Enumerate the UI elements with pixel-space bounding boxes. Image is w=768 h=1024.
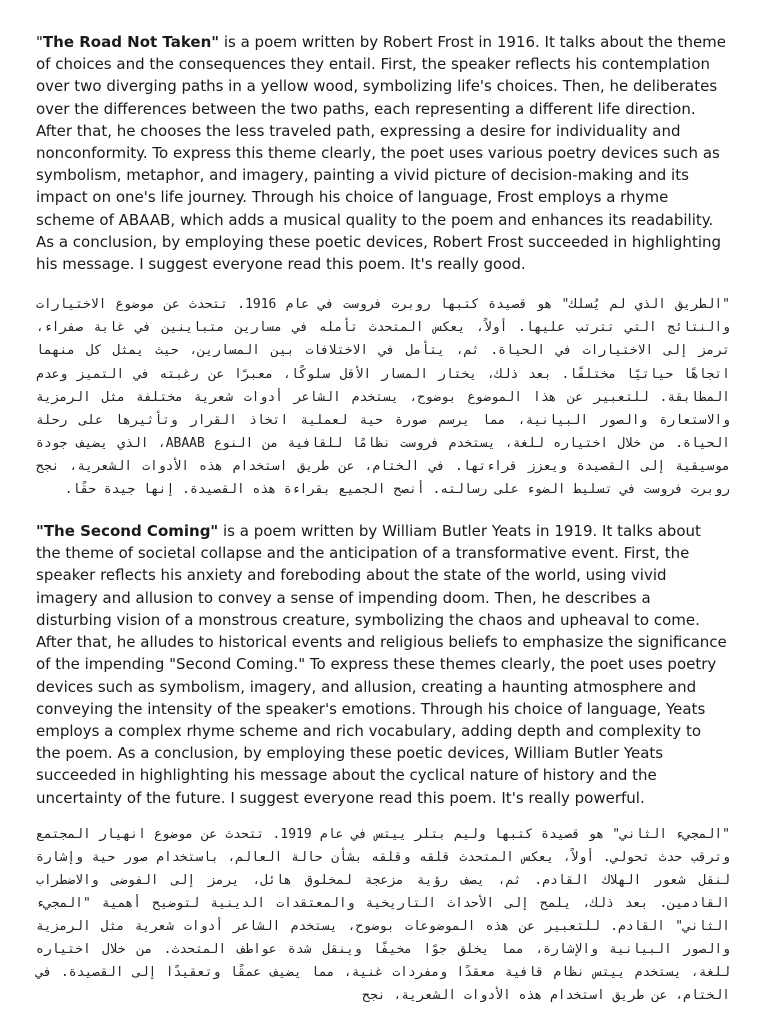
poem1-arabic-paragraph: "الطريق الذي لم يُسلك" هو قصيدة كتبها روبرت فروست في عام 1916. تتحدث عن موضوع الاختيارات والنتائج التي تترتب عليها. أولاً، يعكس المتحدث تأمله في مسارين متباينين في غابة صفراء، ترمز إلى الاختيارات في الحياة. ثم، يتأمل في الاختلافات بين المسارين، حيث يمثل كل منهما اتجاهًا حياتيًا مختلفًا. بعد ذلك، يختار المسار الأقل سلوكًا، معبرًا عن رغبته في التميز وعدم المطابقة. للتعبير عن هذا الموضوع بوضوح، يستخدم الشاعر أدوات شعرية مختلفة مثل الرمزية والاستعارة والصور البيانية، مما يرسم صورة حية لعملية اتخاذ القرار وتأثيرها على رحلة الحياة. من خلال اختياره للغة، يستخدم فروست نظامًا للقافية من النوع ABAAB، الذي يضيف جودة موسيقية إلى القصيدة ويعزز قراءتها. في الختام، عن طريق استخدام هذه الأدوات الشعرية، نجح روبرت فروست في تسليط الضوء على رسالته. أنصح الجميع بقراءة هذه القصيدة. إنها جيدة حقًا. <box>36 297 731 497</box>
poem2-english-body: is a poem written by William Butler Yeats in 1919. It talks about the theme of societal collapse and the anticipation of a transformative event. First, the speaker reflects his anxiety and foreboding about the state of the world, using vivid imagery and allusion to convey a sense of impending doom. Then, he describes a disturbing vision of a monstrous creature, symbolizing the chaos and upheaval to come. After that, he alludes to historical events and religious beliefs to emphasize the significance of the impending "Second Coming." To express these themes clearly, the poet uses poetry devices such as symbolism, imagery, and allusion, creating a haunting atmosphere and conveying the intensity of the speaker's emotions. Through his choice of language, Yeats employs a complex rhyme scheme and rich vocabulary, adding depth and complexity to the poem. As a conclusion, by employing these poetic devices, William Butler Yeats succeeded in highlighting his message about the cyclical nature of history and the uncertainty of the future. I suggest everyone read this poem. It's really powerful. <box>36 522 727 807</box>
poem2-arabic-paragraph: "المجيء الثاني" هو قصيدة كتبها وليم بتلر ييتس في عام 1919. تتحدث عن موضوع انهيار المجتمع وترقب حدث تحولي. أولاً، يعكس المتحدث قلقه وقلقه بشأن حالة العالم، باستخدام صور حية وإشارة لنقل شعور الهلاك القادم. ثم، يصف رؤية مزعجة لمخلوق هائل، يرمز إلى الفوضى والاضطراب القادمين. بعد ذلك، يلمح إلى الأحداث التاريخية والمعتقدات الدينية لتوضيح أهمية "المجيء الثاني" القادم. للتعبير عن هذه الموضوعات بوضوح، يستخدم الشاعر أدوات شعرية مثل الرمزية والصور البيانية والإشارة، مما يخلق جوًا مخيفًا وينقل شدة عواطف المتحدث. من خلال اختياره للغة، يستخدم ييتس نظام قافية معقدًا ومفردات غنية، مما يضيف عمقًا وتعقيدًا إلى القصيدة. في الختام، عن طريق استخدام هذه الأدوات الشعرية، نجح <box>36 826 730 1004</box>
poem1-title: The Road Not Taken" <box>42 33 220 51</box>
poem1-english-paragraph <box>36 31 730 275</box>
poem2-english-paragraph <box>36 520 730 809</box>
poem2-title: "The Second Coming" <box>36 522 219 541</box>
poem1-english-body: is a poem written by Robert Frost in 1916. It talks about the theme of choices and the consequences they entail. First, the speaker reflects his contemplation over two diverging paths in a yellow wood, symbolizing life's choices. Then, he deliberates over the differences between the two paths, each representing a different life direction. After that, he chooses the less traveled path, expressing a desire for individuality and nonconformity. To express this theme clearly, the poet uses various poetry devices such as symbolism, metaphor, and imagery, painting a vivid picture of decision-making and its impact on one's life journey. Through his choice of language, Frost employs a rhyme scheme of ABAAB, which adds a musical quality to the poem and enhances its readability. As a conclusion, by employing these poetic devices, Robert Frost succeeded in highlighting his message. I suggest everyone read this poem. It's really good. <box>36 33 727 274</box>
document-page <box>36 31 730 1007</box>
poem1-quote-open: " <box>36 33 43 51</box>
